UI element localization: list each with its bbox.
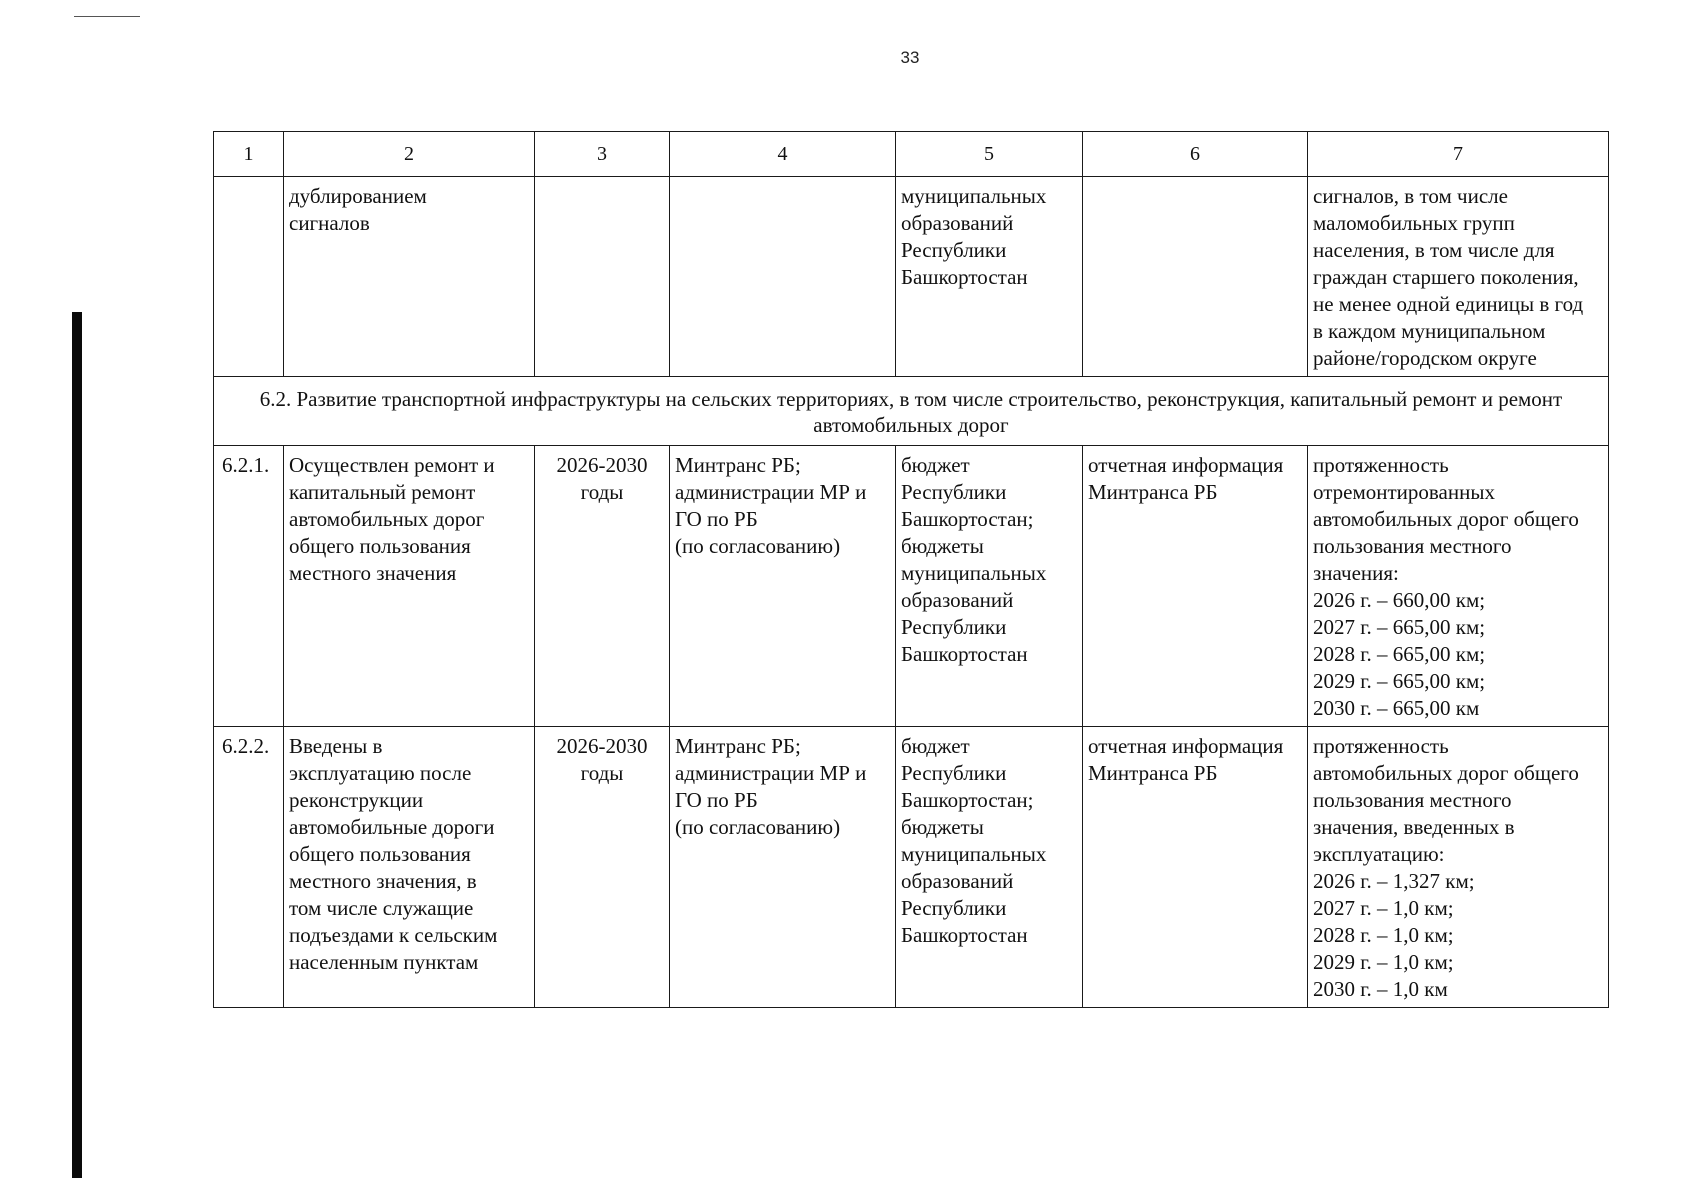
column-header: 1 — [214, 132, 284, 177]
table-row — [214, 446, 1609, 727]
cell-text: бюджет Республики Башкортостан; бюджеты муниципальных образований Республики Башкортостан — [901, 734, 1047, 947]
cell-text: 2026-2030 годы — [556, 453, 648, 504]
table-cell-report — [1083, 177, 1308, 377]
table-cell-event — [284, 446, 535, 727]
table-cell-num — [214, 177, 284, 377]
table-row-continuation — [214, 177, 1609, 377]
cell-text: протяженность автомобильных дорог общего пользования местного значения, введенных в эксплуатацию: 2026 г. – 1,327 км; 2027 г. – 1,0 км; 2028 г. – 1,0 км; 2029 г. – 1,0 км; 2030 г. – 1,0 км — [1313, 734, 1579, 1001]
cell-text: Введены в эксплуатацию после реконструкции автомобильные дороги общего пользования местного значения, в том числе служащие подъездами к сельским населенным пунктам — [289, 734, 498, 974]
cell-text: Минтранс РБ; администрации МР и ГО по РБ (по согласованию) — [675, 734, 867, 839]
column-header: 6 — [1083, 132, 1308, 177]
cell-text: 2026-2030 годы — [556, 734, 648, 785]
table-cell-indicator — [1308, 446, 1609, 727]
table-cell-indicator — [1308, 177, 1609, 377]
table-cell-report — [1083, 446, 1308, 727]
cell-text: муниципальных образований Республики Башкортостан — [901, 184, 1047, 289]
table-cell-period — [535, 177, 670, 377]
scan-artifact-line — [74, 16, 140, 17]
table-cell-funding — [896, 446, 1083, 727]
column-header: 7 — [1308, 132, 1609, 177]
table-row — [214, 727, 1609, 1008]
cell-text: отчетная информация Минтранса РБ — [1088, 734, 1284, 785]
table-header-row — [214, 132, 1609, 177]
table-cell-funding — [896, 727, 1083, 1008]
cell-text: сигналов, в том числе маломобильных групп населения, в том числе для граждан старшего поколения, не менее одной единицы в год в каждом муниципальном районе/городском округе — [1313, 184, 1584, 370]
cell-text: дублированием сигналов — [289, 184, 427, 235]
column-header: 4 — [670, 132, 896, 177]
item-number: 6.2.1. — [214, 446, 284, 727]
item-number: 6.2.2. — [214, 727, 284, 1008]
table-cell-executors — [670, 177, 896, 377]
page-number: 33 — [900, 48, 920, 67]
cell-text: протяженность отремонтированных автомобильных дорог общего пользования местного значения: 2026 г. – 660,00 км; 2027 г. – 665,00 км; 2028 г. – 665,00 км; 2029 г. – 665,00 км; 2030 г. – 665,00 км — [1313, 453, 1579, 720]
section-heading: 6.2. Развитие транспортной инфраструктуры на сельских территориях, в том числе строительство, реконструкция, капитальный ремонт и ремонт автомобильных дорог — [214, 377, 1609, 446]
cell-text: бюджет Республики Башкортостан; бюджеты муниципальных образований Республики Башкортостан — [901, 453, 1047, 666]
column-header: 3 — [535, 132, 670, 177]
table-cell-executors — [670, 727, 896, 1008]
table-cell-event — [284, 177, 535, 377]
column-header: 2 — [284, 132, 535, 177]
column-header: 5 — [896, 132, 1083, 177]
cell-text: отчетная информация Минтранса РБ — [1088, 453, 1284, 504]
cell-text: Осуществлен ремонт и капитальный ремонт автомобильных дорог общего пользования местного значения — [289, 453, 495, 585]
table-cell-executors — [670, 446, 896, 727]
table-cell-period — [535, 727, 670, 1008]
table-cell-period — [535, 446, 670, 727]
section-heading-row — [214, 377, 1609, 446]
plan-table — [213, 131, 1609, 1008]
cell-text: Минтранс РБ; администрации МР и ГО по РБ (по согласованию) — [675, 453, 867, 558]
table-cell-funding — [896, 177, 1083, 377]
table-cell-report — [1083, 727, 1308, 1008]
scan-artifact-bar — [72, 312, 82, 1178]
table-cell-event — [284, 727, 535, 1008]
table-cell-indicator — [1308, 727, 1609, 1008]
